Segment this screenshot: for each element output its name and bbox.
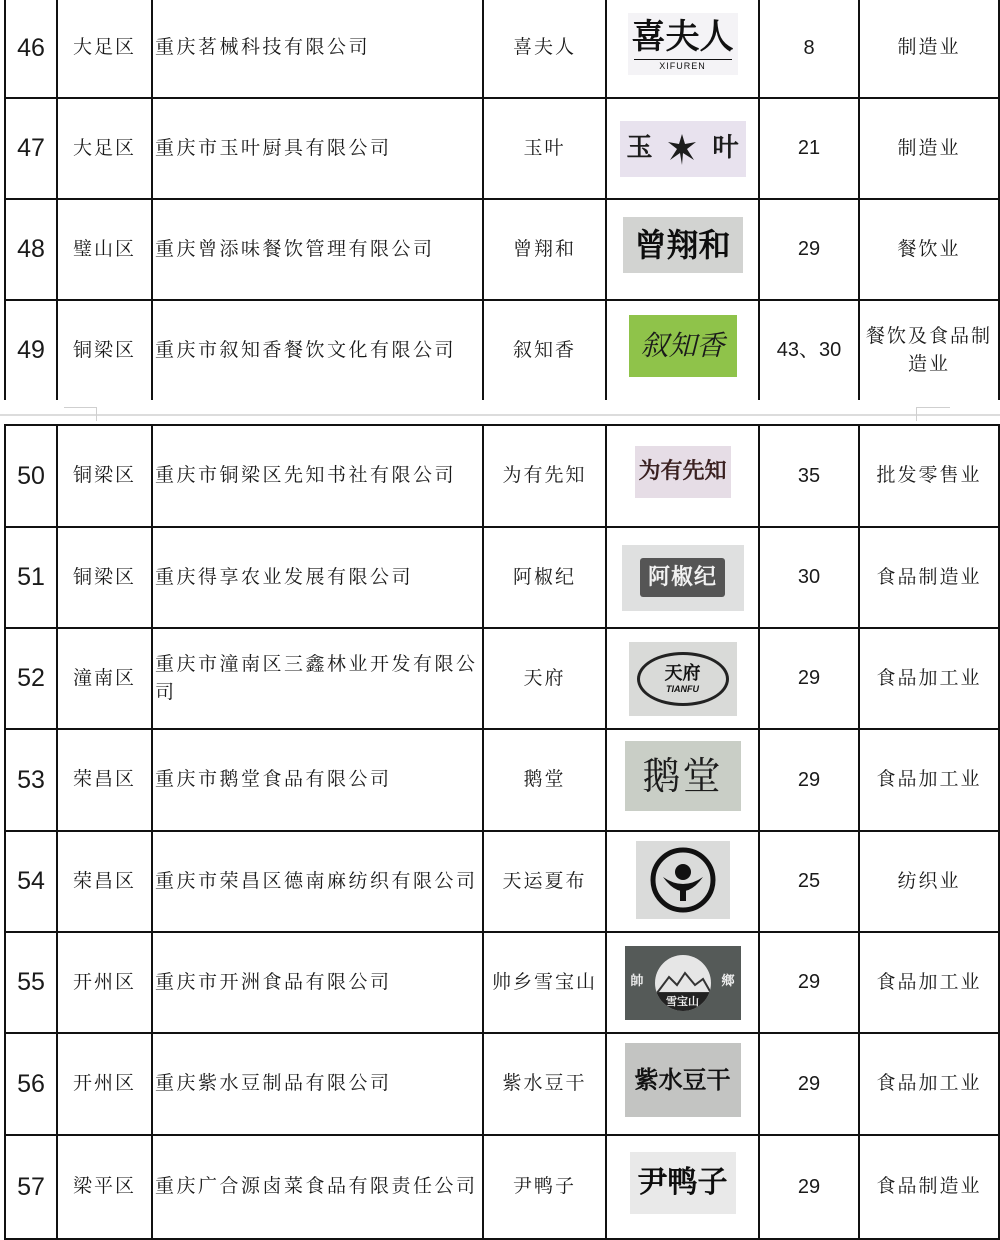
brand-cell: 阿椒纪 [483,527,606,628]
district-cell: 潼南区 [57,628,152,729]
row-number: 48 [5,199,57,300]
trademark-logo-image [630,1152,736,1214]
brand-cell: 帅乡雪宝山 [483,932,606,1033]
industry-cell: 制造业 [859,0,999,98]
district-cell: 梁平区 [57,1135,152,1239]
trademark-logo-image [635,446,731,498]
company-cell: 重庆得享农业发展有限公司 [152,527,483,628]
company-cell: 重庆市叙知香餐饮文化有限公司 [152,300,483,401]
table-row [5,831,999,932]
industry-cell: 餐饮业 [859,199,999,300]
corner-mark-right [916,407,950,408]
class-cell: 29 [759,932,859,1033]
trademark-logo-image [629,315,737,377]
industry-cell: 纺织业 [859,831,999,932]
separator-line [0,414,1000,416]
industry-cell: 食品制造业 [859,1135,999,1239]
logo-cell [606,98,759,199]
district-cell: 荣昌区 [57,729,152,831]
logo-text-right: 鄉 [721,974,735,990]
logo-text: 天府 [664,662,701,684]
brand-cell: 尹鸭子 [483,1135,606,1239]
company-cell: 重庆市鹅堂食品有限公司 [152,729,483,831]
company-cell: 重庆曾添味餐饮管理有限公司 [152,199,483,300]
page-break-separator [0,400,1000,422]
logo-text-left: 帥 [630,974,644,990]
table-row [5,1033,999,1135]
brand-cell: 天府 [483,628,606,729]
table-row [5,0,999,98]
class-cell: 30 [759,527,859,628]
brand-cell: 紫水豆干 [483,1033,606,1135]
industry-cell: 食品制造业 [859,527,999,628]
row-number: 46 [5,0,57,98]
oval-emblem-icon [637,652,729,706]
district-cell: 铜梁区 [57,527,152,628]
class-cell: 25 [759,831,859,932]
industry-cell: 食品加工业 [859,729,999,831]
corner-mark-left-v [96,407,97,421]
district-cell: 大足区 [57,0,152,98]
logo-text: 阿椒纪 [640,558,725,598]
table-row [5,300,999,401]
trademark-logo-image [625,741,741,811]
company-cell: 重庆广合源卤菜食品有限责任公司 [152,1135,483,1239]
row-number: 51 [5,527,57,628]
industry-cell: 餐饮及食品制造业 [859,300,999,401]
corner-mark-left [64,407,96,408]
mountain-emblem-icon [655,955,711,1011]
industry-cell: 食品加工业 [859,1033,999,1135]
company-cell: 重庆市玉叶厨具有限公司 [152,98,483,199]
logo-cell [606,527,759,628]
industry-cell: 食品加工业 [859,932,999,1033]
logo-cell [606,0,759,98]
trademark-logo-image [622,545,744,611]
logo-text: 为有先知 [638,458,727,484]
trademark-logo-image [625,1043,741,1117]
logo-subtitle: TIANFU [666,683,699,694]
logo-cell [606,1135,759,1239]
logo-text: 喜夫人 [631,16,734,57]
trademark-logo-image [629,642,737,716]
circular-emblem-icon [650,847,716,913]
brand-cell: 喜夫人 [483,0,606,98]
table-row [5,98,999,199]
district-cell: 开州区 [57,932,152,1033]
district-cell: 大足区 [57,98,152,199]
company-cell: 重庆茗械科技有限公司 [152,0,483,98]
table-row [5,527,999,628]
trademark-table-top [4,0,1000,402]
logo-cell [606,628,759,729]
logo-cell [606,199,759,300]
logo-text: 紫水豆干 [634,1064,731,1094]
corner-mark-right-v [916,407,917,421]
class-cell: 21 [759,98,859,199]
table-row [5,932,999,1033]
company-cell: 重庆市荣昌区德南麻纺织有限公司 [152,831,483,932]
table-row [5,1135,999,1239]
row-number: 55 [5,932,57,1033]
brand-cell: 为有先知 [483,425,606,527]
brand-cell: 鹅堂 [483,729,606,831]
class-cell: 29 [759,729,859,831]
logo-text-center: 雪宝山 [655,993,711,1011]
mountain-icon [655,971,711,993]
logo-cell [606,1033,759,1135]
class-cell: 29 [759,1135,859,1239]
logo-cell [606,300,759,401]
brand-cell: 玉叶 [483,98,606,199]
table-row [5,199,999,300]
logo-text: 鹅堂 [642,753,723,798]
district-cell: 铜梁区 [57,300,152,401]
row-number: 52 [5,628,57,729]
logo-cell [606,425,759,527]
industry-cell: 食品加工业 [859,628,999,729]
logo-text: 曾翔和 [634,226,731,265]
brand-cell: 叙知香 [483,300,606,401]
brand-cell: 天运夏布 [483,831,606,932]
class-cell: 8 [759,0,859,98]
class-cell: 35 [759,425,859,527]
row-number: 54 [5,831,57,932]
logo-cell [606,831,759,932]
logo-text-left: 玉 [626,132,653,163]
company-cell: 重庆市开洲食品有限公司 [152,932,483,1033]
industry-cell: 制造业 [859,98,999,199]
district-cell: 荣昌区 [57,831,152,932]
company-cell: 重庆市潼南区三鑫林业开发有限公司 [152,628,483,729]
logo-text-right: 叶 [712,132,739,163]
company-cell: 重庆紫水豆制品有限公司 [152,1033,483,1135]
row-number: 47 [5,98,57,199]
district-cell: 开州区 [57,1033,152,1135]
industry-cell: 批发零售业 [859,425,999,527]
row-number: 56 [5,1033,57,1135]
district-cell: 铜梁区 [57,425,152,527]
logo-cell [606,729,759,831]
trademark-logo-image [625,946,741,1020]
class-cell: 43、30 [759,300,859,401]
row-number: 49 [5,300,57,401]
row-number: 50 [5,425,57,527]
class-cell: 29 [759,1033,859,1135]
company-cell: 重庆市铜梁区先知书社有限公司 [152,425,483,527]
table-row [5,628,999,729]
row-number: 53 [5,729,57,831]
table-row [5,729,999,831]
logo-subtitle: XIFUREN [634,59,732,72]
brand-cell: 曾翔和 [483,199,606,300]
trademark-logo-image [628,13,738,75]
logo-cell [606,932,759,1033]
leaf-icon [666,132,698,166]
class-cell: 29 [759,199,859,300]
logo-text: 尹鸭子 [637,1164,728,1200]
trademark-logo-image [620,121,746,177]
table-row [5,425,999,527]
class-cell: 29 [759,628,859,729]
row-number: 57 [5,1135,57,1239]
district-cell: 璧山区 [57,199,152,300]
trademark-logo-image [623,217,743,273]
logo-text: 叙知香 [640,329,725,363]
trademark-table-bottom [4,424,1000,1240]
trademark-logo-image [636,841,730,919]
